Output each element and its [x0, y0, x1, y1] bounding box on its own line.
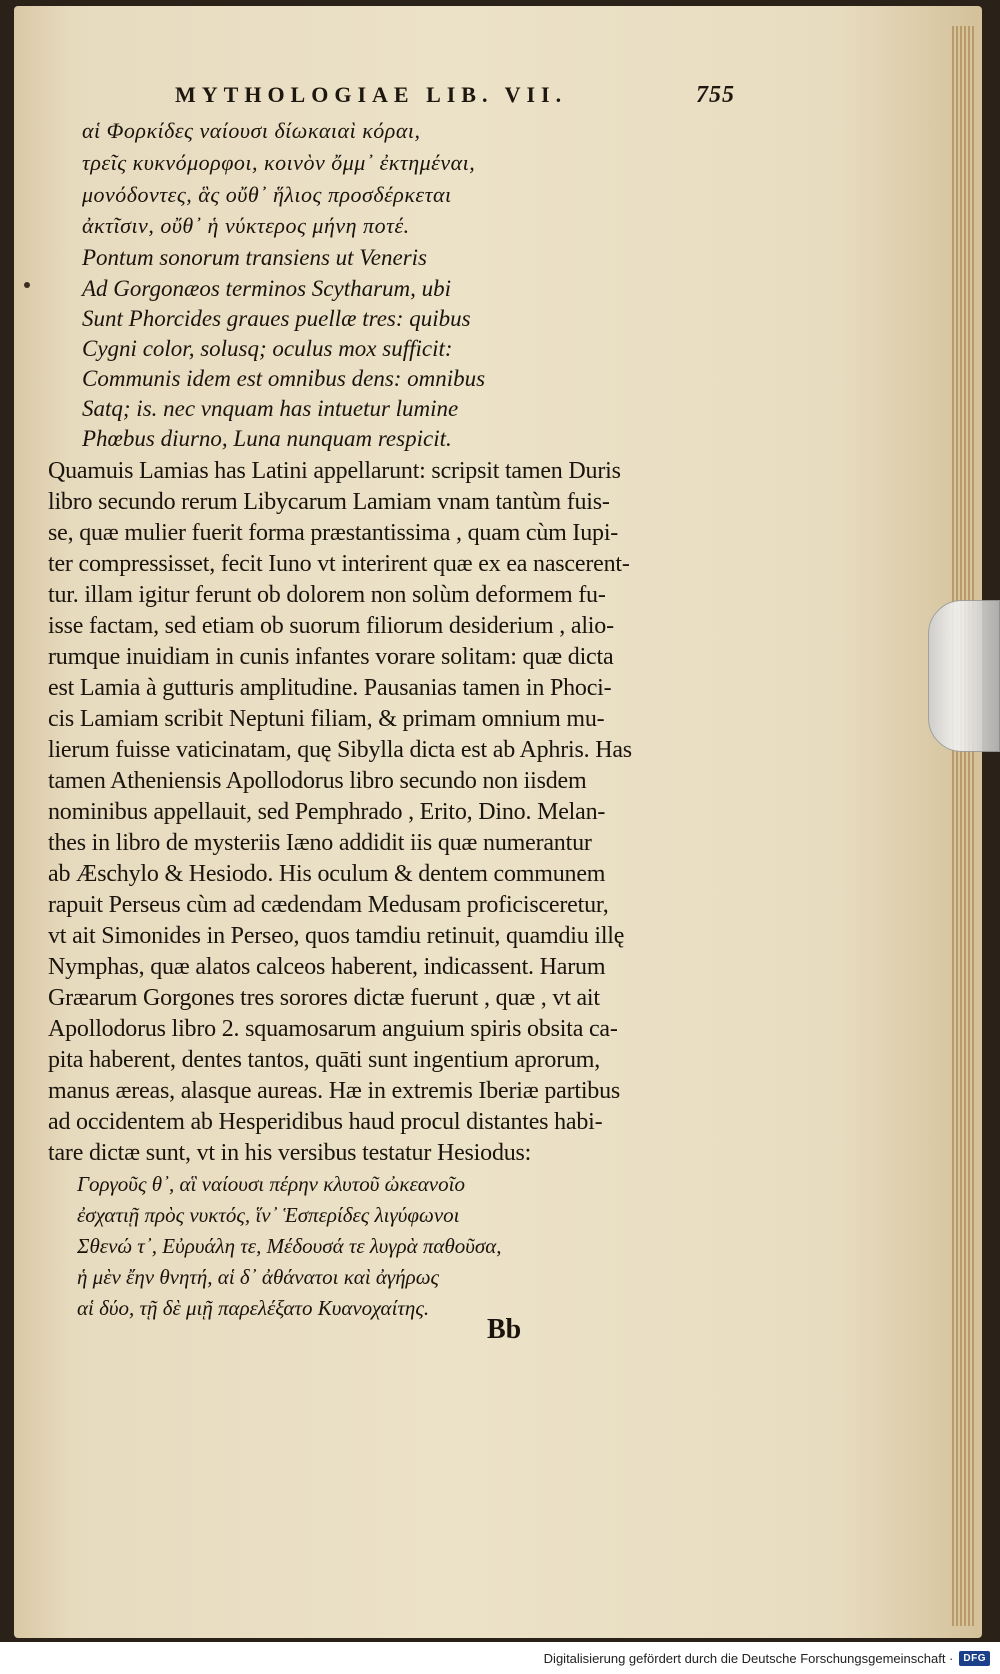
prose-line: thes in libro de mysteriis Iæno addidit iis quæ numerantur [48, 830, 592, 856]
page-holder-clip [928, 600, 1000, 752]
greek-verse-line: ἡ μὲν ἔην θνητή, αἱ δ᾽ ἀθάνατοι καὶ ἀγήρως [77, 1265, 440, 1289]
prose-line: Apollodorus libro 2. squamosarum anguium spiris obsita ca- [48, 1016, 618, 1042]
prose-line: isse factam, sed etiam ob suorum filiorum desiderium , alio- [48, 613, 614, 639]
prose-line: Quamuis Lamias has Latini appellarunt: scripsit tamen Duris [48, 458, 621, 484]
prose-line: rapuit Perseus cùm ad cædendam Medusam proficisceretur, [48, 892, 609, 918]
latin-verse-line: Sunt Phorcides graues puellæ tres: quibus [82, 306, 471, 331]
prose-line: ab Æschylo & Hesiodo. His oculum & dentem communem [48, 861, 606, 887]
greek-verse-line: αἱ Φορκίδες ναίουσι δίωκαιαὶ κόραι, [82, 118, 421, 143]
page-number: 755 [696, 82, 735, 108]
running-head [175, 82, 735, 109]
greek-verse-line: τρεῖς κυκνόμορφοι, κοινὸν ὄμμ᾽ ἐκτημέναι, [82, 150, 476, 175]
prose-line: Græarum Gorgones tres sorores dictæ fuerunt , quæ , vt ait [48, 985, 600, 1011]
prose-line: nominibus appellauit, sed Pemphrado , Erito, Dino. Melan- [48, 799, 606, 825]
footer-credit: Digitalisierung gefördert durch die Deutsche Forschungsgemeinschaft · [543, 1650, 954, 1666]
greek-verse-line: Σθενώ τ᾽, Εὐρυάλη τε, Μέδουσά τε λυγρὰ παθοῦσα, [77, 1234, 502, 1258]
greek-verse-line: ἀκτῖσιν, οὔθ᾽ ἡ νύκτερος μήνη ποτέ. [82, 213, 410, 238]
latin-verse-line: Ad Gorgonæos terminos Scytharum, ubi [82, 276, 452, 301]
latin-verse-line: Pontum sonorum transiens ut Veneris [82, 245, 427, 270]
running-title: MYTHOLOGIAE LIB. VII. [175, 82, 568, 107]
prose-line: tamen Atheniensis Apollodorus libro secundo non iisdem [48, 768, 587, 794]
prose-line: se, quæ mulier fuerit forma præstantissima , quam cùm Iupi- [48, 520, 619, 546]
greek-verse-line: Γοργοῦς θ᾽, αἳ ναίουσι πέρην κλυτοῦ ὠκεανοῖο [77, 1172, 465, 1196]
latin-verse-line: Communis idem est omnibus dens: omnibus [82, 366, 486, 391]
prose-line: cis Lamiam scribit Neptuni filiam, & primam omnium mu- [48, 706, 605, 732]
margin-mark [24, 282, 30, 288]
prose-line: pita haberent, dentes tantos, quāti sunt ingentium aprorum, [48, 1047, 601, 1073]
greek-verse-line: αἱ δύο, τῇ δὲ μιῇ παρελέξατο Κυανοχαίτης. [77, 1296, 430, 1320]
prose-line: lierum fuisse vaticinatam, quę Sibylla dicta est ab Aphris. Has [48, 737, 632, 763]
prose-line: vt ait Simonides in Perseo, quos tamdiu retinuit, quamdiu illę [48, 923, 625, 949]
prose-line: manus æreas, alasque aureas. Hæ in extremis Iberiæ partibus [48, 1078, 621, 1104]
digitization-footer [0, 1642, 1000, 1674]
signature-mark: Bb [487, 1314, 522, 1345]
prose-line: tare dictæ sunt, vt in his versibus testatur Hesiodus: [48, 1140, 532, 1166]
page-edges [952, 26, 974, 1626]
prose-line: tur. illam igitur ferunt ob dolorem non solùm deformem fu- [48, 582, 606, 608]
greek-verse-line: ἐσχατιῇ πρὸς νυκτός, ἵν᾽ Ἑσπερίδες λιγύφωνοι [77, 1203, 460, 1227]
latin-verse-line: Phœbus diurno, Luna nunquam respicit. [82, 426, 452, 451]
prose-line: rumque inuidiam in cunis infantes vorare solitam: quæ dicta [48, 644, 614, 670]
prose-line: Nymphas, quæ alatos calceos haberent, indicassent. Harum [48, 954, 606, 980]
dfg-logo: DFG [959, 1651, 990, 1666]
prose-line: est Lamia à gutturis amplitudine. Pausanias tamen in Phoci- [48, 675, 612, 701]
prose-line: libro secundo rerum Libycarum Lamiam vnam tantùm fuis- [48, 489, 610, 515]
latin-verse-line: Satq; is. nec vnquam has intuetur lumine [82, 396, 459, 421]
prose-line: ad occidentem ab Hesperidibus haud procul distantes habi- [48, 1109, 603, 1135]
latin-verse-line: Cygni color, solusq; oculus mox sufficit: [82, 336, 453, 361]
prose-line: ter compressisset, fecit Iuno vt interirent quæ ex ea nascerent- [48, 551, 630, 577]
greek-verse-line: μονόδοντες, ἃς οὔθ᾽ ἥλιος προσδέρκεται [82, 182, 452, 207]
